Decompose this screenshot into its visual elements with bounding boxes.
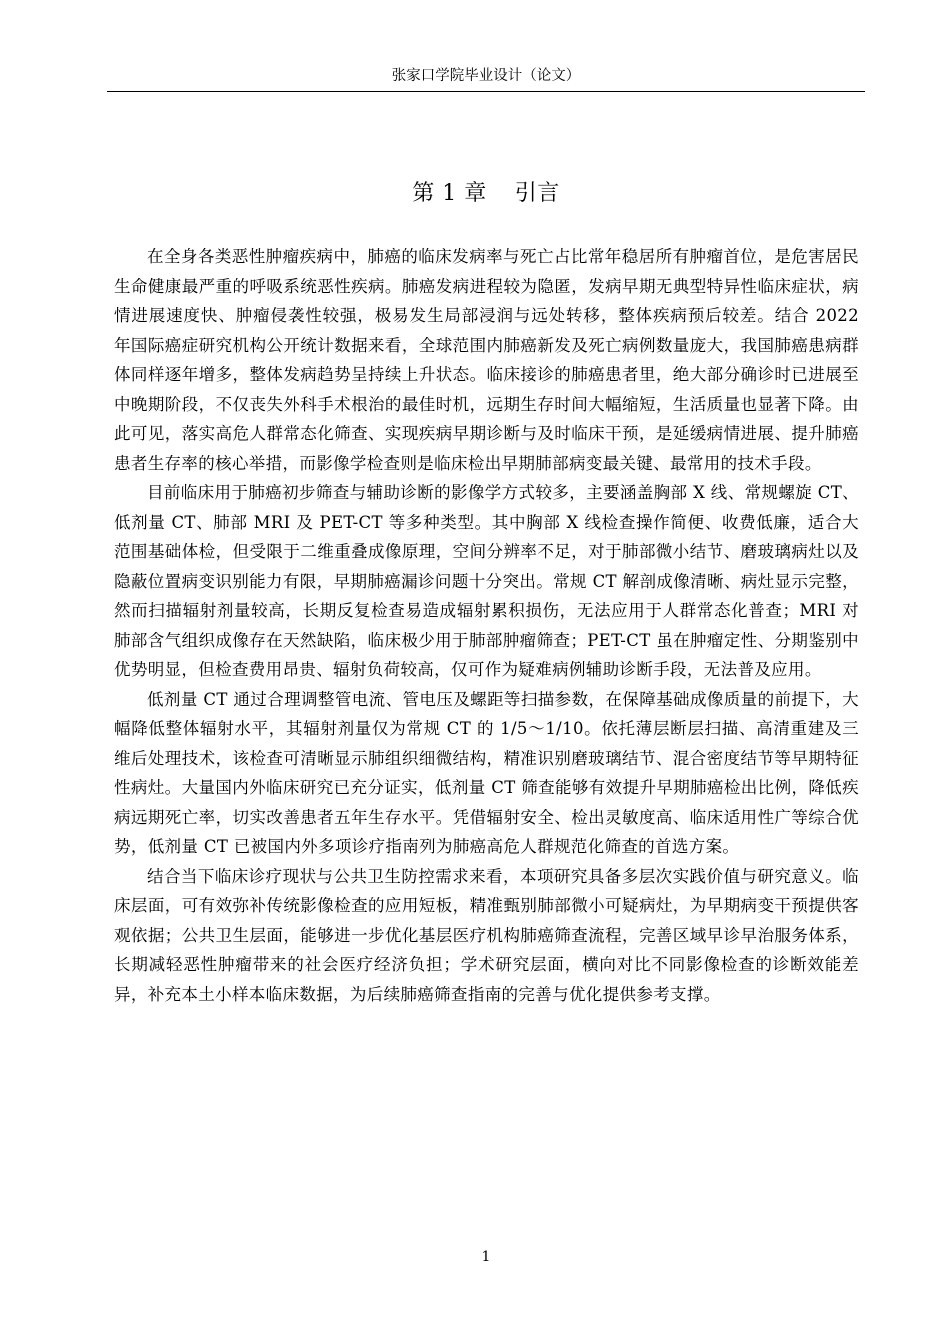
paragraph-4: 结合当下临床诊疗现状与公共卫生防控需求来看，本项研究具备多层次实践价值与研究意义。临床层面，可有效弥补传统影像检查的应用短板，精准甄别肺部微小可疑病灶，为早期病变干预提供客观依据；公共卫生层面，能够进一步优化基层医疗机构肺癌筛查流程，完善区域早诊早治服务体系，长期减轻恶性肿瘤带来的社会医疗经济负担；学术研究层面，横向对比不同影像检查的诊断效能差异，补充本土小样本临床数据，为后续肺癌筛查指南的完善与优化提供参考支撑。 [114,866,859,1004]
header-rule [107,91,865,92]
paragraph-1: 在全身各类恶性肿瘤疾病中，肺癌的临床发病率与死亡占比常年稳居所有肿瘤首位，是危害居民生命健康最严重的呼吸系统恶性疾病。肺癌发病进程较为隐匿，发病早期无典型特异性临床症状，病情进展速度快、肿瘤侵袭性较强，极易发生局部浸润与远处转移，整体疾病预后较差。结合 2022 年国际癌症研究机构公开统计数据来看，全球范围内肺癌新发及死亡病例数量庞大，我国肺癌患病群体同样逐年增多，整体发病趋势呈持续上升状态。临床接诊的肺癌患者里，绝大部分确诊时已进展至中晚期阶段，不仅丧失外科手术根治的最佳时机，远期生存时间大幅缩短，生活质量也显著下降。由此可见，落实高危人群常态化筛查、实现疾病早期诊断与及时临床干预，是延缓病情进展、提升肺癌患者生存率的核心举措，而影像学检查则是临床检出早期肺部病变最关键、最常用的技术手段。 [114,247,859,473]
paragraph-3: 低剂量 CT 通过合理调整管电流、管电压及螺距等扫描参数，在保障基础成像质量的前提下，大幅降低整体辐射水平，其辐射剂量仅为常规 CT 的 1/5～1/10。依托薄层断层扫描、高清重建及三维后处理技术，该检查可清晰显示肺组织细微结构，精准识别磨玻璃结节、混合密度结节等早期特征性病灶。大量国内外临床研究已充分证实，低剂量 CT 筛查能够有效提升早期肺癌检出比例，降低疾病远期死亡率，切实改善患者五年生存水平。凭借辐射安全、检出灵敏度高、临床适用性广等综合优势，低剂量 CT 已被国内外多项诊疗指南列为肺癌高危人群规范化筛查的首选方案。 [114,689,859,856]
page-number: 1 [481,1249,491,1265]
chapter-heading: 引言 [514,181,560,206]
chapter-number: 第 1 章 [412,181,487,206]
paragraph-2: 目前临床用于肺癌初步筛查与辅助诊断的影像学方式较多，主要涵盖胸部 X 线、常规螺旋 CT、低剂量 CT、肺部 MRI 及 PET-CT 等多种类型。其中胸部 X 线检查操作简便、收费低廉，适合大范围基础体检，但受限于二维重叠成像原理，空间分辨率不足，对于肺部微小结节、磨玻璃病灶以及隐蔽位置病变识别能力有限，早期肺癌漏诊问题十分突出。常规 CT 解剖成像清晰、病灶显示完整，然而扫描辐射剂量较高，长期反复检查易造成辐射累积损伤，无法应用于人群常态化普查；MRI 对肺部含气组织成像存在天然缺陷，临床极少用于肺部肿瘤筛查；PET-CT 虽在肿瘤定性、分期鉴别中优势明显，但检查费用昂贵、辐射负荷较高，仅可作为疑难病例辅助诊断手段，无法普及应用。 [114,483,859,679]
chapter-title [107,176,865,212]
page-header: 张家口学院毕业设计（论文） [391,68,581,84]
body-text [114,242,859,1009]
